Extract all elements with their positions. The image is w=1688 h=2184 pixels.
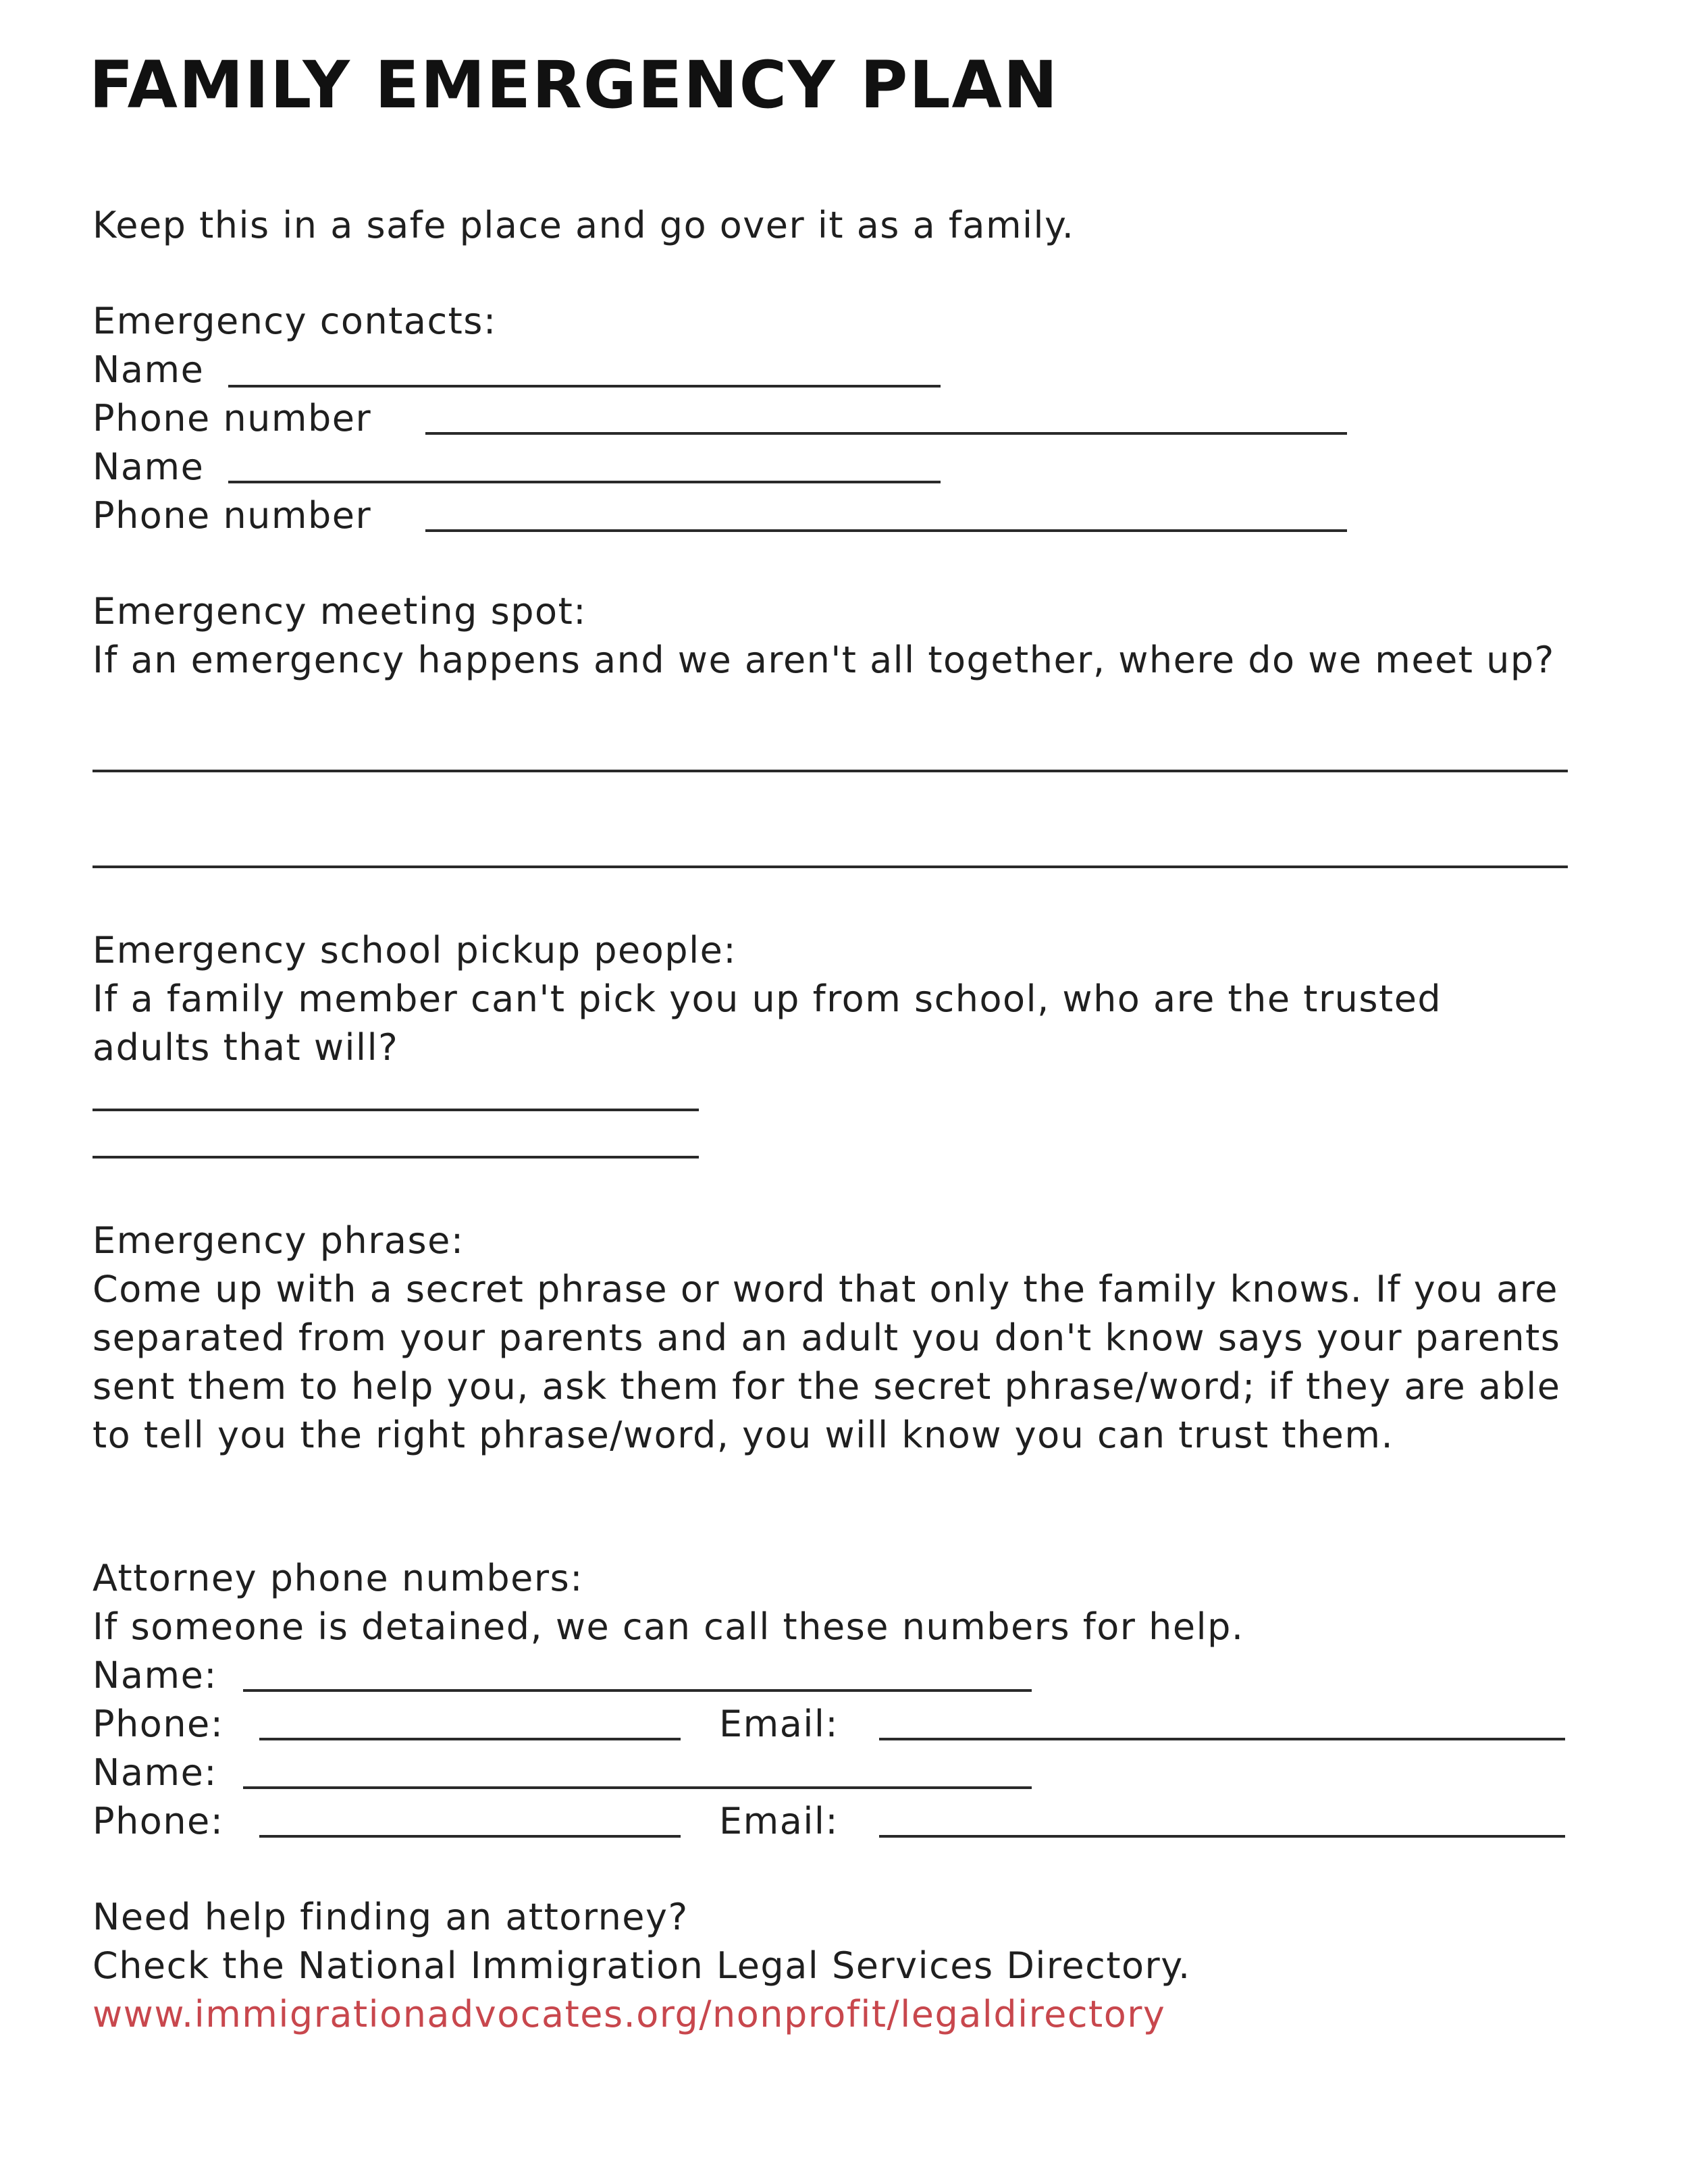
attorney-1-email-label: Email: [719, 1703, 839, 1745]
help-directory-text: Check the National Immigration Legal Services Directory. [93, 1944, 1191, 1987]
contact-1-name-field[interactable] [228, 385, 941, 388]
meeting-heading: Emergency meeting spot: [93, 590, 587, 633]
attorney-1-phone-field[interactable] [259, 1738, 681, 1740]
attorney-1-email-field[interactable] [879, 1738, 1565, 1740]
page-title: FAMILY EMERGENCY PLAN [89, 47, 1059, 123]
phrase-heading: Emergency phrase: [93, 1219, 465, 1262]
attorney-2-phone-label: Phone: [93, 1800, 224, 1842]
contact-2-phone-field[interactable] [425, 529, 1347, 532]
contact-1-name-label: Name [93, 348, 205, 391]
meeting-question: If an emergency happens and we aren't all together, where do we meet up? [93, 639, 1555, 681]
intro-text: Keep this in a safe place and go over it as a family. [93, 204, 1075, 246]
contact-1-phone-field[interactable] [425, 432, 1347, 435]
attorney-2-phone-field[interactable] [259, 1835, 681, 1838]
contact-1-phone-label: Phone number [93, 397, 372, 440]
phrase-body: Come up with a secret phrase or word that only the family knows. If you are separated from your parents and an adult you don't know says your parents sent them to help you, ask them for the secret phrase/word; if they are able to tell you the right phrase/word, you will know you can trust them. [93, 1268, 1561, 1456]
attorney-subtitle: If someone is detained, we can call these numbers for help. [93, 1605, 1244, 1648]
pickup-question: If a family member can't pick you up from school, who are the trusted adults that will? [93, 978, 1442, 1069]
attorney-1-phone-label: Phone: [93, 1703, 224, 1745]
pickup-person-field-1[interactable] [93, 1109, 699, 1111]
pickup-heading: Emergency school pickup people: [93, 929, 737, 971]
attorney-2-name-field[interactable] [243, 1786, 1032, 1789]
meeting-spot-field-2[interactable] [93, 865, 1568, 868]
meeting-spot-field-1[interactable] [93, 770, 1568, 772]
attorney-heading: Attorney phone numbers: [93, 1557, 583, 1599]
attorney-1-name-field[interactable] [243, 1689, 1032, 1692]
directory-link[interactable]: www.immigrationadvocates.org/nonprofit/legaldirectory [93, 1993, 1166, 2035]
attorney-2-email-label: Email: [719, 1800, 839, 1842]
contacts-heading: Emergency contacts: [93, 300, 497, 342]
attorney-1-name-label: Name: [93, 1654, 218, 1697]
contact-2-name-field[interactable] [228, 481, 941, 483]
pickup-person-field-2[interactable] [93, 1156, 699, 1158]
contact-2-name-label: Name [93, 446, 205, 488]
attorney-2-email-field[interactable] [879, 1835, 1565, 1838]
help-question: Need help finding an attorney? [93, 1896, 689, 1938]
contact-2-phone-label: Phone number [93, 494, 372, 537]
attorney-2-name-label: Name: [93, 1751, 218, 1794]
